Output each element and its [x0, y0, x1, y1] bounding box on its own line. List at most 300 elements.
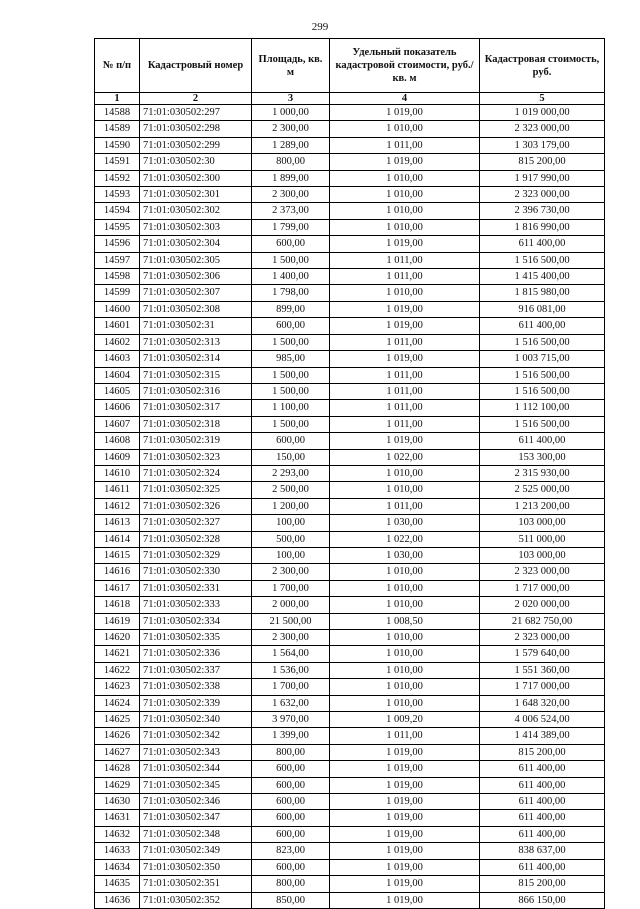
cadastral-number-cell: 71:01:030502:342: [140, 728, 252, 744]
area-cell: 1 700,00: [252, 679, 330, 695]
unit-rate-cell: 1 019,00: [330, 318, 480, 334]
row-number-cell: 14634: [95, 859, 140, 875]
row-number-cell: 14616: [95, 564, 140, 580]
table-row: [95, 351, 605, 367]
area-cell: 1 536,00: [252, 662, 330, 678]
row-number-cell: 14610: [95, 465, 140, 481]
cadastral-value-cell: 1 516 500,00: [480, 367, 605, 383]
area-cell: 1 500,00: [252, 367, 330, 383]
area-cell: 1 200,00: [252, 498, 330, 514]
row-number-cell: 14612: [95, 498, 140, 514]
unit-rate-cell: 1 022,00: [330, 449, 480, 465]
area-cell: 21 500,00: [252, 613, 330, 629]
unit-rate-cell: 1 019,00: [330, 826, 480, 842]
cadastral-number-cell: 71:01:030502:314: [140, 351, 252, 367]
cadastral-value-cell: 611 400,00: [480, 859, 605, 875]
area-cell: 150,00: [252, 449, 330, 465]
cadastral-number-cell: 71:01:030502:303: [140, 219, 252, 235]
cadastral-value-cell: 1 551 360,00: [480, 662, 605, 678]
cadastral-value-table: [94, 38, 605, 909]
unit-rate-cell: 1 010,00: [330, 630, 480, 646]
row-number-cell: 14631: [95, 810, 140, 826]
unit-rate-cell: 1 019,00: [330, 351, 480, 367]
cadastral-number-cell: 71:01:030502:327: [140, 515, 252, 531]
table-row: [95, 154, 605, 170]
cadastral-value-cell: 2 323 000,00: [480, 564, 605, 580]
table-row: [95, 416, 605, 432]
col-header-area: Площадь, кв. м: [252, 39, 330, 93]
cadastral-number-cell: 71:01:030502:347: [140, 810, 252, 826]
cadastral-value-cell: 153 300,00: [480, 449, 605, 465]
row-number-cell: 14613: [95, 515, 140, 531]
table-row: [95, 301, 605, 317]
unit-rate-cell: 1 030,00: [330, 515, 480, 531]
unit-rate-cell: 1 010,00: [330, 580, 480, 596]
area-cell: 899,00: [252, 301, 330, 317]
cadastral-value-cell: 103 000,00: [480, 515, 605, 531]
column-number-row: [95, 93, 605, 105]
area-cell: 1 500,00: [252, 416, 330, 432]
area-cell: 800,00: [252, 744, 330, 760]
unit-rate-cell: 1 011,00: [330, 498, 480, 514]
cadastral-value-cell: 1 213 200,00: [480, 498, 605, 514]
cadastral-value-cell: 1 516 500,00: [480, 252, 605, 268]
cadastral-value-cell: 1 717 000,00: [480, 679, 605, 695]
row-number-cell: 14635: [95, 876, 140, 892]
cadastral-value-cell: 611 400,00: [480, 236, 605, 252]
table-row: [95, 515, 605, 531]
cadastral-number-cell: 71:01:030502:349: [140, 843, 252, 859]
row-number-cell: 14609: [95, 449, 140, 465]
table-row: [95, 269, 605, 285]
cadastral-number-cell: 71:01:030502:325: [140, 482, 252, 498]
cadastral-value-cell: 2 315 930,00: [480, 465, 605, 481]
unit-rate-cell: 1 019,00: [330, 744, 480, 760]
unit-rate-cell: 1 010,00: [330, 285, 480, 301]
unit-rate-cell: 1 011,00: [330, 416, 480, 432]
table-row: [95, 892, 605, 908]
cadastral-value-cell: 1 003 715,00: [480, 351, 605, 367]
unit-rate-cell: 1 019,00: [330, 301, 480, 317]
col-header-cadastral-value: Кадастровая стоимость, руб.: [480, 39, 605, 93]
unit-rate-cell: 1 019,00: [330, 810, 480, 826]
cadastral-value-cell: 1 112 100,00: [480, 400, 605, 416]
table-row: [95, 318, 605, 334]
row-number-cell: 14601: [95, 318, 140, 334]
cadastral-number-cell: 71:01:030502:334: [140, 613, 252, 629]
row-number-cell: 14627: [95, 744, 140, 760]
table-row: [95, 400, 605, 416]
unit-rate-cell: 1 019,00: [330, 892, 480, 908]
table-row: [95, 121, 605, 137]
row-number-cell: 14636: [95, 892, 140, 908]
row-number-cell: 14628: [95, 761, 140, 777]
cadastral-number-cell: 71:01:030502:331: [140, 580, 252, 596]
table-row: [95, 170, 605, 186]
col-header-unit-rate: Удельный показатель кадастровой стоимости, руб./кв. м: [330, 39, 480, 93]
unit-rate-cell: 1 019,00: [330, 794, 480, 810]
unit-rate-cell: 1 011,00: [330, 400, 480, 416]
cadastral-number-cell: 71:01:030502:297: [140, 105, 252, 121]
table-row: [95, 236, 605, 252]
area-cell: 600,00: [252, 236, 330, 252]
cadastral-value-cell: 1 415 400,00: [480, 269, 605, 285]
cadastral-number-cell: 71:01:030502:317: [140, 400, 252, 416]
cadastral-number-cell: 71:01:030502:31: [140, 318, 252, 334]
unit-rate-cell: 1 008,50: [330, 613, 480, 629]
cadastral-number-cell: 71:01:030502:326: [140, 498, 252, 514]
area-cell: 600,00: [252, 826, 330, 842]
cadastral-value-cell: 1 717 000,00: [480, 580, 605, 596]
area-cell: 800,00: [252, 876, 330, 892]
row-number-cell: 14626: [95, 728, 140, 744]
area-cell: 985,00: [252, 351, 330, 367]
cadastral-value-cell: 4 006 524,00: [480, 712, 605, 728]
area-cell: 600,00: [252, 810, 330, 826]
unit-rate-cell: 1 010,00: [330, 695, 480, 711]
row-number-cell: 14595: [95, 219, 140, 235]
table-row: [95, 630, 605, 646]
row-number-cell: 14608: [95, 433, 140, 449]
table-row: [95, 137, 605, 153]
row-number-cell: 14621: [95, 646, 140, 662]
area-cell: 1 500,00: [252, 383, 330, 399]
row-number-cell: 14629: [95, 777, 140, 793]
cadastral-value-cell: 611 400,00: [480, 777, 605, 793]
table-row: [95, 187, 605, 203]
row-number-cell: 14624: [95, 695, 140, 711]
cadastral-number-cell: 71:01:030502:299: [140, 137, 252, 153]
area-cell: 600,00: [252, 794, 330, 810]
cadastral-value-cell: 1 516 500,00: [480, 383, 605, 399]
unit-rate-cell: 1 011,00: [330, 334, 480, 350]
area-cell: 1 798,00: [252, 285, 330, 301]
unit-rate-cell: 1 010,00: [330, 203, 480, 219]
row-number-cell: 14632: [95, 826, 140, 842]
cadastral-number-cell: 71:01:030502:339: [140, 695, 252, 711]
cadastral-number-cell: 71:01:030502:323: [140, 449, 252, 465]
table-body: [95, 105, 605, 909]
cadastral-value-cell: 2 396 730,00: [480, 203, 605, 219]
cadastral-number-cell: 71:01:030502:304: [140, 236, 252, 252]
table-row: [95, 498, 605, 514]
row-number-cell: 14633: [95, 843, 140, 859]
col-number-2: 2: [140, 93, 252, 105]
cadastral-value-cell: 511 000,00: [480, 531, 605, 547]
cadastral-value-cell: 611 400,00: [480, 761, 605, 777]
cadastral-number-cell: 71:01:030502:344: [140, 761, 252, 777]
table-row: [95, 712, 605, 728]
unit-rate-cell: 1 019,00: [330, 236, 480, 252]
row-number-cell: 14617: [95, 580, 140, 596]
row-number-cell: 14630: [95, 794, 140, 810]
row-number-cell: 14625: [95, 712, 140, 728]
area-cell: 1 799,00: [252, 219, 330, 235]
cadastral-value-cell: 815 200,00: [480, 744, 605, 760]
row-number-cell: 14594: [95, 203, 140, 219]
cadastral-value-cell: 815 200,00: [480, 876, 605, 892]
table-row: [95, 367, 605, 383]
cadastral-number-cell: 71:01:030502:308: [140, 301, 252, 317]
area-cell: 850,00: [252, 892, 330, 908]
cadastral-number-cell: 71:01:030502:30: [140, 154, 252, 170]
table-row: [95, 777, 605, 793]
row-number-cell: 14591: [95, 154, 140, 170]
cadastral-number-cell: 71:01:030502:298: [140, 121, 252, 137]
cadastral-value-cell: 2 323 000,00: [480, 121, 605, 137]
row-number-cell: 14615: [95, 547, 140, 563]
table-row: [95, 465, 605, 481]
unit-rate-cell: 1 010,00: [330, 121, 480, 137]
cadastral-number-cell: 71:01:030502:351: [140, 876, 252, 892]
col-number-5: 5: [480, 93, 605, 105]
cadastral-number-cell: 71:01:030502:301: [140, 187, 252, 203]
col-header-cadastral-number: Кадастровый номер: [140, 39, 252, 93]
unit-rate-cell: 1 019,00: [330, 105, 480, 121]
cadastral-value-cell: 1 815 980,00: [480, 285, 605, 301]
row-number-cell: 14607: [95, 416, 140, 432]
row-number-cell: 14618: [95, 597, 140, 613]
area-cell: 2 500,00: [252, 482, 330, 498]
area-cell: 2 300,00: [252, 121, 330, 137]
table-row: [95, 285, 605, 301]
unit-rate-cell: 1 019,00: [330, 761, 480, 777]
row-number-cell: 14599: [95, 285, 140, 301]
table-row: [95, 449, 605, 465]
table-row: [95, 597, 605, 613]
table-row: [95, 433, 605, 449]
cadastral-number-cell: 71:01:030502:346: [140, 794, 252, 810]
page-number: 299: [311, 21, 329, 33]
cadastral-value-cell: 2 323 000,00: [480, 187, 605, 203]
unit-rate-cell: 1 010,00: [330, 564, 480, 580]
row-number-cell: 14611: [95, 482, 140, 498]
row-number-cell: 14606: [95, 400, 140, 416]
table-row: [95, 695, 605, 711]
row-number-cell: 14614: [95, 531, 140, 547]
cadastral-value-cell: 815 200,00: [480, 154, 605, 170]
cadastral-number-cell: 71:01:030502:333: [140, 597, 252, 613]
table-row: [95, 662, 605, 678]
row-number-cell: 14605: [95, 383, 140, 399]
cadastral-value-cell: 611 400,00: [480, 826, 605, 842]
cadastral-number-cell: 71:01:030502:300: [140, 170, 252, 186]
cadastral-value-cell: 1 917 990,00: [480, 170, 605, 186]
area-cell: 1 100,00: [252, 400, 330, 416]
row-number-cell: 14603: [95, 351, 140, 367]
area-cell: 3 970,00: [252, 712, 330, 728]
cadastral-value-cell: 611 400,00: [480, 318, 605, 334]
unit-rate-cell: 1 019,00: [330, 859, 480, 875]
unit-rate-cell: 1 011,00: [330, 137, 480, 153]
table-row: [95, 531, 605, 547]
row-number-cell: 14600: [95, 301, 140, 317]
row-number-cell: 14622: [95, 662, 140, 678]
unit-rate-cell: 1 010,00: [330, 662, 480, 678]
cadastral-number-cell: 71:01:030502:343: [140, 744, 252, 760]
area-cell: 2 300,00: [252, 630, 330, 646]
area-cell: 1 289,00: [252, 137, 330, 153]
table-row: [95, 383, 605, 399]
area-cell: 1 632,00: [252, 695, 330, 711]
area-cell: 1 500,00: [252, 252, 330, 268]
area-cell: 2 000,00: [252, 597, 330, 613]
col-number-1: 1: [95, 93, 140, 105]
cadastral-number-cell: 71:01:030502:329: [140, 547, 252, 563]
area-cell: 600,00: [252, 859, 330, 875]
area-cell: 1 400,00: [252, 269, 330, 285]
table-row: [95, 876, 605, 892]
unit-rate-cell: 1 019,00: [330, 843, 480, 859]
cadastral-value-cell: 2 525 000,00: [480, 482, 605, 498]
cadastral-number-cell: 71:01:030502:305: [140, 252, 252, 268]
unit-rate-cell: 1 019,00: [330, 154, 480, 170]
cadastral-number-cell: 71:01:030502:307: [140, 285, 252, 301]
unit-rate-cell: 1 011,00: [330, 383, 480, 399]
table-row: [95, 219, 605, 235]
table-row: [95, 105, 605, 121]
area-cell: 500,00: [252, 531, 330, 547]
cadastral-number-cell: 71:01:030502:348: [140, 826, 252, 842]
table-row: [95, 252, 605, 268]
row-number-cell: 14593: [95, 187, 140, 203]
table-row: [95, 826, 605, 842]
table-row: [95, 794, 605, 810]
cadastral-number-cell: 71:01:030502:345: [140, 777, 252, 793]
cadastral-value-cell: 916 081,00: [480, 301, 605, 317]
unit-rate-cell: 1 011,00: [330, 269, 480, 285]
col-number-4: 4: [330, 93, 480, 105]
row-number-cell: 14590: [95, 137, 140, 153]
area-cell: 1 564,00: [252, 646, 330, 662]
cadastral-value-cell: 611 400,00: [480, 433, 605, 449]
cadastral-value-cell: 1 579 640,00: [480, 646, 605, 662]
table-row: [95, 810, 605, 826]
area-cell: 800,00: [252, 154, 330, 170]
cadastral-number-cell: 71:01:030502:330: [140, 564, 252, 580]
cadastral-value-cell: 611 400,00: [480, 794, 605, 810]
unit-rate-cell: 1 010,00: [330, 465, 480, 481]
area-cell: 2 293,00: [252, 465, 330, 481]
area-cell: 600,00: [252, 318, 330, 334]
table-row: [95, 580, 605, 596]
cadastral-value-cell: 866 150,00: [480, 892, 605, 908]
area-cell: 2 300,00: [252, 187, 330, 203]
unit-rate-cell: 1 022,00: [330, 531, 480, 547]
row-number-cell: 14588: [95, 105, 140, 121]
cadastral-value-cell: 1 303 179,00: [480, 137, 605, 153]
area-cell: 1 399,00: [252, 728, 330, 744]
row-number-cell: 14597: [95, 252, 140, 268]
col-number-3: 3: [252, 93, 330, 105]
cadastral-number-cell: 71:01:030502:328: [140, 531, 252, 547]
table-row: [95, 728, 605, 744]
table-row: [95, 744, 605, 760]
row-number-cell: 14623: [95, 679, 140, 695]
cadastral-number-cell: 71:01:030502:352: [140, 892, 252, 908]
cadastral-number-cell: 71:01:030502:336: [140, 646, 252, 662]
unit-rate-cell: 1 011,00: [330, 252, 480, 268]
area-cell: 1 899,00: [252, 170, 330, 186]
unit-rate-cell: 1 030,00: [330, 547, 480, 563]
unit-rate-cell: 1 019,00: [330, 433, 480, 449]
cadastral-number-cell: 71:01:030502:318: [140, 416, 252, 432]
table-row: [95, 482, 605, 498]
cadastral-number-cell: 71:01:030502:316: [140, 383, 252, 399]
cadastral-value-cell: 838 637,00: [480, 843, 605, 859]
unit-rate-cell: 1 010,00: [330, 219, 480, 235]
row-number-cell: 14602: [95, 334, 140, 350]
cadastral-value-cell: 2 323 000,00: [480, 630, 605, 646]
cadastral-number-cell: 71:01:030502:340: [140, 712, 252, 728]
cadastral-value-cell: 1 019 000,00: [480, 105, 605, 121]
row-number-cell: 14598: [95, 269, 140, 285]
cadastral-number-cell: 71:01:030502:302: [140, 203, 252, 219]
area-cell: 823,00: [252, 843, 330, 859]
area-cell: 100,00: [252, 515, 330, 531]
area-cell: 600,00: [252, 761, 330, 777]
unit-rate-cell: 1 010,00: [330, 646, 480, 662]
area-cell: 100,00: [252, 547, 330, 563]
cadastral-number-cell: 71:01:030502:315: [140, 367, 252, 383]
cadastral-value-cell: 1 414 389,00: [480, 728, 605, 744]
table-row: [95, 859, 605, 875]
cadastral-number-cell: 71:01:030502:319: [140, 433, 252, 449]
unit-rate-cell: 1 011,00: [330, 367, 480, 383]
table-row: [95, 761, 605, 777]
row-number-cell: 14620: [95, 630, 140, 646]
cadastral-value-cell: 1 816 990,00: [480, 219, 605, 235]
table-row: [95, 646, 605, 662]
area-cell: 1 700,00: [252, 580, 330, 596]
cadastral-number-cell: 71:01:030502:324: [140, 465, 252, 481]
unit-rate-cell: 1 009,20: [330, 712, 480, 728]
cadastral-number-cell: 71:01:030502:335: [140, 630, 252, 646]
table-row: [95, 203, 605, 219]
cadastral-value-cell: 611 400,00: [480, 810, 605, 826]
unit-rate-cell: 1 010,00: [330, 597, 480, 613]
row-number-cell: 14596: [95, 236, 140, 252]
unit-rate-cell: 1 010,00: [330, 187, 480, 203]
area-cell: 2 373,00: [252, 203, 330, 219]
area-cell: 1 000,00: [252, 105, 330, 121]
cadastral-number-cell: 71:01:030502:306: [140, 269, 252, 285]
header-row: [95, 39, 605, 93]
row-number-cell: 14592: [95, 170, 140, 186]
table-row: [95, 679, 605, 695]
table-row: [95, 547, 605, 563]
cadastral-value-cell: 1 648 320,00: [480, 695, 605, 711]
area-cell: 2 300,00: [252, 564, 330, 580]
cadastral-value-cell: 1 516 500,00: [480, 334, 605, 350]
cadastral-value-cell: 103 000,00: [480, 547, 605, 563]
table-row: [95, 564, 605, 580]
cadastral-number-cell: 71:01:030502:350: [140, 859, 252, 875]
unit-rate-cell: 1 019,00: [330, 876, 480, 892]
cadastral-number-cell: 71:01:030502:337: [140, 662, 252, 678]
area-cell: 1 500,00: [252, 334, 330, 350]
unit-rate-cell: 1 019,00: [330, 777, 480, 793]
cadastral-value-cell: 1 516 500,00: [480, 416, 605, 432]
row-number-cell: 14604: [95, 367, 140, 383]
area-cell: 600,00: [252, 777, 330, 793]
table-row: [95, 334, 605, 350]
cadastral-number-cell: 71:01:030502:313: [140, 334, 252, 350]
unit-rate-cell: 1 010,00: [330, 482, 480, 498]
cadastral-value-cell: 21 682 750,00: [480, 613, 605, 629]
cadastral-number-cell: 71:01:030502:338: [140, 679, 252, 695]
row-number-cell: 14619: [95, 613, 140, 629]
